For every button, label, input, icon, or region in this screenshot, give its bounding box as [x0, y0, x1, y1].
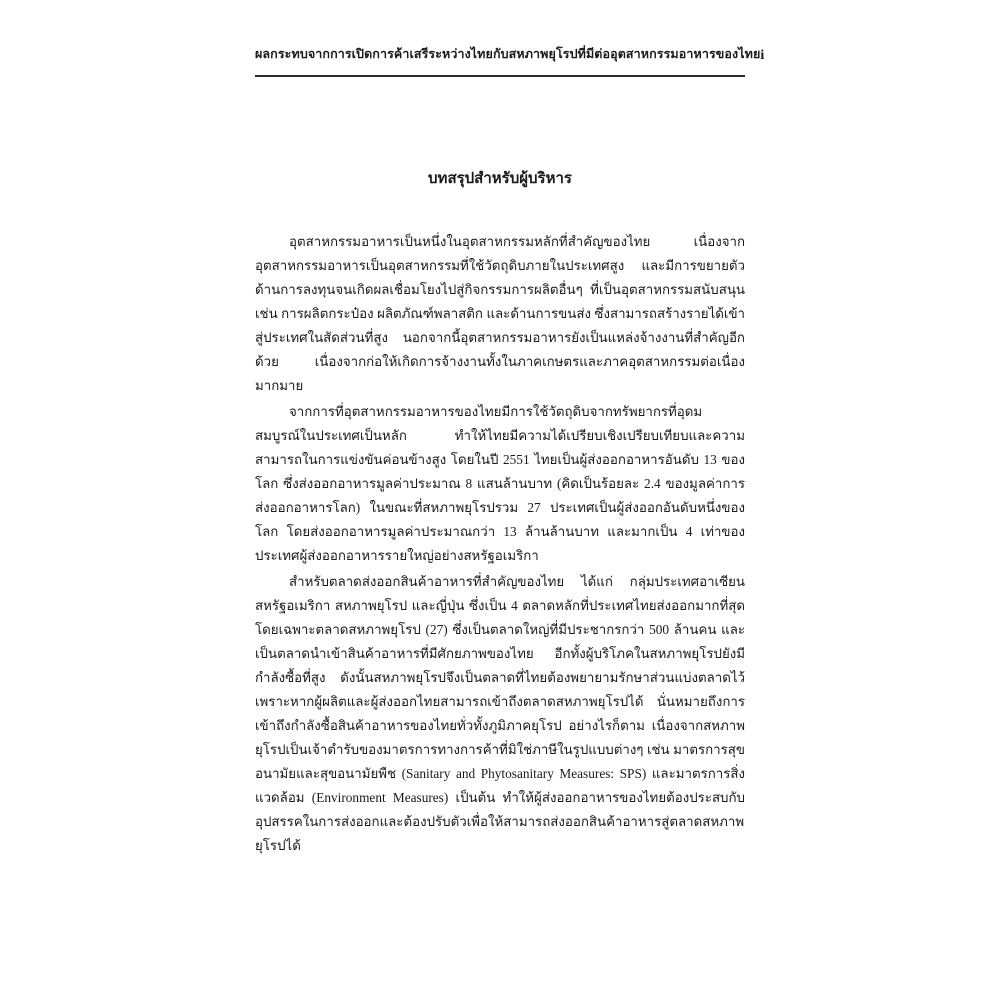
page-number: i [760, 48, 765, 63]
section-title: บทสรุปสำหรับผู้บริหาร [428, 171, 572, 187]
body-paragraph-3-block [255, 570, 745, 858]
running-title: ผลกระทบจากการเปิดการค้าเสรีระหว่างไทยกับสหภาพยุโรปที่มีต่ออุตสาหกรรมอาหารของไทย [255, 47, 761, 61]
body-paragraph-1-block [255, 230, 745, 398]
running-header [255, 44, 765, 64]
body-paragraph-2-block [255, 400, 745, 568]
body-paragraph: สำหรับตลาดส่งออกสินค้าอาหารที่สำคัญของไทย ได้แก่ กลุ่มประเทศอาเซียน สหรัฐอเมริกา สหภาพยุโรป และญี่ปุ่น ซึ่งเป็น 4 ตลาดหลักที่ประเทศไทยส่งออกมากที่สุด โดยเฉพาะตลาดสหภาพยุโรป (27) ซึ่งเป็นตลาดใหญ่ที่มีประชากรกว่า 500 ล้านคน และเป็นตลาดนำเข้าสินค้าอาหารที่มีศักยภาพของไทย อีกทั้งผู้บริโภคในสหภาพยุโรปยังมีกำลังซื้อที่สูง ดังนั้นสหภาพยุโรปจึงเป็นตลาดที่ไทยต้องพยายามรักษาส่วนแบ่งตลาดไว้ เพราะหากผู้ผลิตและผู้ส่งออกไทยสามารถเข้าถึงตลาดสหภาพยุโรปได้ นั่นหมายถึงการเข้าถึงกำลังซื้อสินค้าอาหารของไทยทั่วทั้งภูมิภาคยุโรป อย่างไรก็ตาม เนื่องจากสหภาพยุโรปเป็นเจ้าตำรับของมาตรการทางการค้าที่มิใช่ภาษีในรูปแบบต่างๆ เช่น มาตรการสุขอนามัยและสุขอนามัยพืช (Sanitary and Phytosanitary Measures: SPS) และมาตรการสิ่งแวดล้อม (Environment Measures) เป็นต้น ทำให้ผู้ส่งออกอาหารของไทยต้องประสบกับอุปสรรคในการส่งออกและต้องปรับตัวเพื่อให้สามารถส่งออกสินค้าอาหารสู่ตลาดสหภาพยุโรปได้ [255, 574, 745, 853]
body-paragraph: จากการที่อุตสาหกรรมอาหารของไทยมีการใช้วัตถุดิบจากทรัพยากรที่อุดมสมบูรณ์ในประเทศเป็นหลัก ทำให้ไทยมีความได้เปรียบเชิงเปรียบเทียบและความสามารถในการแข่งขันค่อนข้างสูง โดยในปี 2551 ไทยเป็นผู้ส่งออกอาหารอันดับ 13 ของโลก ซึ่งส่งออกอาหารมูลค่าประมาณ 8 แสนล้านบาท (คิดเป็นร้อยละ 2.4 ของมูลค่าการส่งออกอาหารโลก) ในขณะที่สหภาพยุโรปรวม 27 ประเทศเป็นผู้ส่งออกอันดับหนึ่งของโลก โดยส่งออกอาหารมูลค่าประมาณกว่า 13 ล้านล้านบาท และมากเป็น 4 เท่าของประเทศผู้ส่งออกอาหารรายใหญ่อย่างสหรัฐอเมริกา [255, 404, 745, 563]
header-divider [255, 75, 745, 77]
body-paragraph: อุตสาหกรรมอาหารเป็นหนึ่งในอุตสาหกรรมหลักที่สำคัญของไทย เนื่องจากอุตสาหกรรมอาหารเป็นอุตสาหกรรมที่ใช้วัตถุดิบภายในประเทศสูง และมีการขยายตัวด้านการลงทุนจนเกิดผลเชื่อมโยงไปสู่กิจกรรมการผลิตอื่นๆ ที่เป็นอุตสาหกรรมสนับสนุน เช่น การผลิตกระป๋อง ผลิตภัณฑ์พลาสติก และด้านการขนส่ง ซึ่งสามารถสร้างรายได้เข้าสู่ประเทศในสัดส่วนที่สูง นอกจากนี้อุตสาหกรรมอาหารยังเป็นแหล่งจ้างงานที่สำคัญอีกด้วย เนื่องจากก่อให้เกิดการจ้างงานทั้งในภาคเกษตรและภาคอุตสาหกรรมต่อเนื่องมากมาย [255, 234, 745, 393]
